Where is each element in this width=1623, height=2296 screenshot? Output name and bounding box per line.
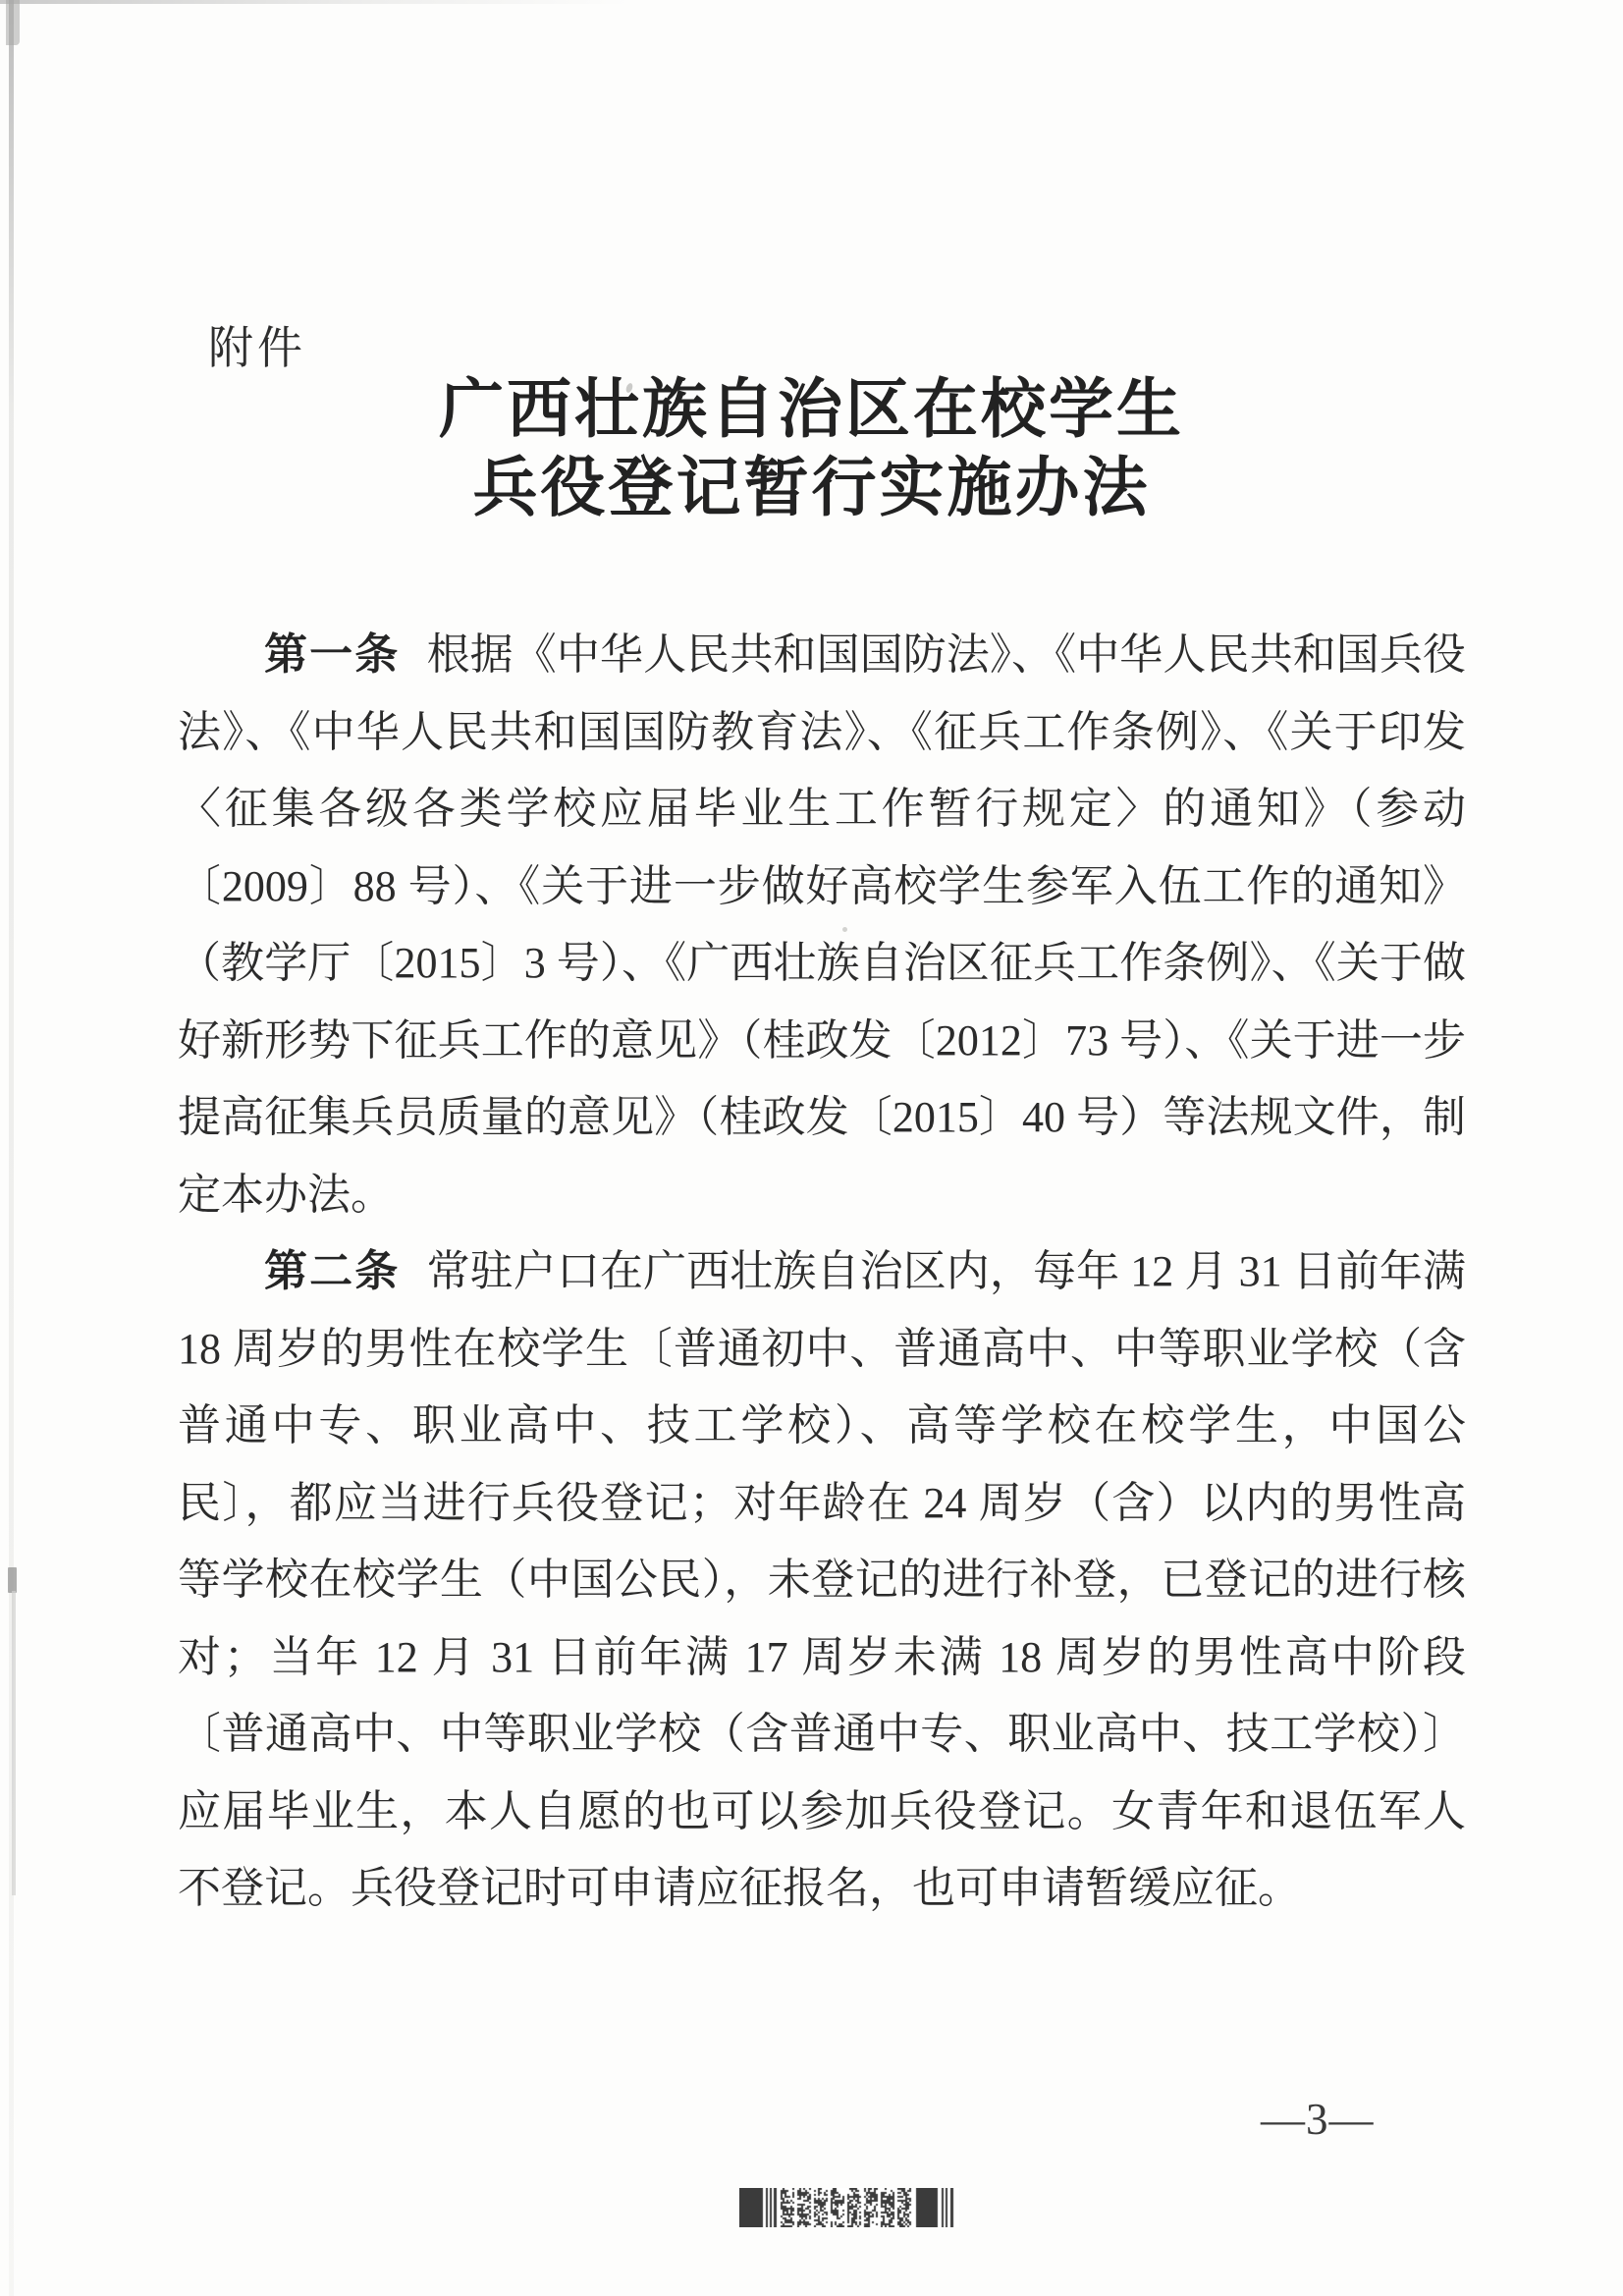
scan-edge-left <box>9 0 14 2296</box>
article-1-paragraph <box>178 617 1466 1233</box>
document-title <box>0 371 1623 528</box>
article-1-text: 根据《中华人民共和国国防法》、《中华人民共和国兵役法》、《中华人民共和国国防教育法》、《征兵工作条例》、《关于印发〈征集各级各类学校应届毕业生工作暂行规定〉的通知》（参动〔2009〕88 号）、《关于进一步做好高校学生参军入伍工作的通知》（教学厅〔2015〕3 号）、《广西壮族自治区征兵工作条例》、《关于做好新形势下征兵工作的意见》（桂政发〔2012〕73 号）、《关于进一步提高征集兵员质量的意见》（桂政发〔2015〕40 号）等法规文件，制定本办法。 <box>178 630 1467 1219</box>
article-1-head: 第一条 <box>264 630 401 679</box>
article-2-text: 常驻户口在广西壮族自治区内，每年 12 月 31 日前年满 18 周岁的男性在校学生〔普通初中、普通高中、中等职业学校（含普通中专、职业高中、技工学校）、高等学校在校学生，中国公民〕，都应当进行兵役登记；对年龄在 24 周岁（含）以内的男性高等学校在校学生（中国公民），未登记的进行补登，已登记的进行核对；当年 12 月 31 日前年满 17 周岁未满 18 周岁的男性高中阶段〔普通高中、中等职业学校（含普通中专、职业高中、技工学校）〕应届毕业生，本人自愿的也可以参加兵役登记。女青年和退伍军人不登记。兵役登记时可申请应征报名，也可申请暂缓应征。 <box>178 1247 1467 1912</box>
article-2-head: 第二条 <box>264 1247 401 1295</box>
document-title-line-2: 兵役登记暂行实施办法 <box>472 453 1151 524</box>
scan-binding-mark <box>8 1567 17 1593</box>
page-number: —3— <box>1261 2095 1375 2144</box>
attachment-label: 附件 <box>208 323 306 373</box>
scan-edge-top <box>0 0 628 4</box>
barcode-image <box>739 2188 959 2227</box>
document-body <box>178 617 1466 1928</box>
scan-binding-line <box>12 1591 16 1895</box>
document-title-line-1: 广西壮族自治区在校学生 <box>439 374 1184 446</box>
article-2-paragraph <box>178 1233 1466 1928</box>
scan-corner-artifact <box>6 0 20 45</box>
